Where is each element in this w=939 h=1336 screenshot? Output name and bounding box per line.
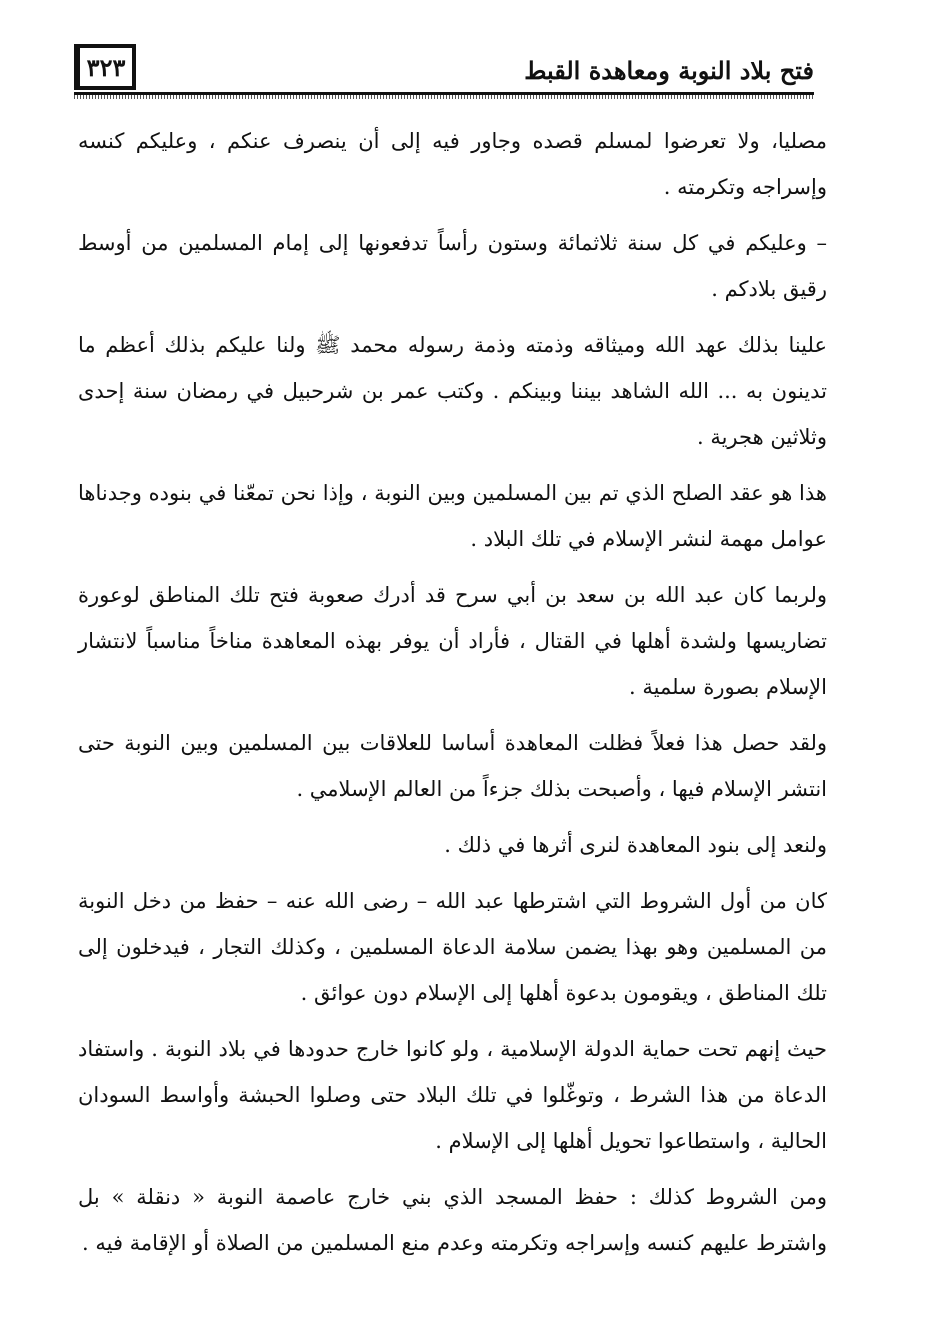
- paragraph: حيث إنهم تحت حماية الدولة الإسلامية ، ولو كانوا خارج حدودها في بلاد النوبة . واستفاد الدعاة من هذا الشرط ، وتوغّلوا في تلك البلاد حتى وصلوا الحبشة وأواسط السودان الحالية ، واستطاعوا تحويل أهلها إلى الإسلام .: [78, 1037, 827, 1153]
- paragraph: – وعليكم في كل سنة ثلاثمائة وستون رأساً تدفعونها إلى إمام المسلمين من أوسط رقيق بلادكم .: [78, 231, 827, 301]
- body-text: [78, 118, 827, 1276]
- paragraph: هذا هو عقد الصلح الذي تم بين المسلمين وبين النوبة ، وإذا نحن تمعّنا في بنوده وجدناها عوامل مهمة لنشر الإسلام في تلك البلاد .: [78, 481, 827, 551]
- paragraph: ولقد حصل هذا فعلاً فظلت المعاهدة أساسا للعلاقات بين المسلمين وبين النوبة حتى انتشر الإسلام فيها ، وأصبحت بذلك جزءاً من العالم الإسلامي .: [78, 731, 827, 801]
- paragraph: ولنعد إلى بنود المعاهدة لنرى أثرها في ذلك .: [444, 833, 827, 857]
- paragraph: ولربما كان عبد الله بن سعد بن أبي سرح قد أدرك صعوبة فتح تلك المناطق لوعورة تضاريسها ولشدة أهلها في القتال ، فأراد أن يوفر بهذه المعاهدة مناخاً مناسباً لانتشار الإسلام بصورة سلمية .: [78, 583, 827, 699]
- paragraph: مصليا، ولا تعرضوا لمسلم قصده وجاور فيه إلى أن ينصرف عنكم ، وعليكم كنسه وإسراجه وتكرمته .: [78, 129, 827, 199]
- page-number: ٣٢٣: [74, 44, 136, 90]
- paragraph: كان من أول الشروط التي اشترطها عبد الله – رضى الله عنه – حفظ من دخل النوبة من المسلمين وهو بهذا يضمن سلامة الدعاة المسلمين ، وكذلك التجار ، فيدخلون إلى تلك المناطق ، ويقومون بدعوة أهلها إلى الإسلام دون عوائق .: [78, 889, 827, 1005]
- header-rule-hatch: [74, 95, 814, 99]
- running-title: فتح بلاد النوبة ومعاهدة القبط: [524, 56, 814, 85]
- paragraph: ومن الشروط كذلك : حفظ المسجد الذي بني خارج عاصمة النوبة « دنقلة » بل واشترط عليهم كنسه وإسراجه وتكرمته وعدم منع المسلمين من الصلاة أو الإقامة فيه .: [78, 1185, 827, 1255]
- page-header: [74, 40, 814, 98]
- paragraph: علينا بذلك عهد الله وميثاقه وذمته وذمة رسوله محمد ﷺ ولنا عليكم بذلك أعظم ما تدينون به ... الله الشاهد بيننا وبينكم . وكتب عمر بن شرحبيل في رمضان سنة إحدى وثلاثين هجرية .: [78, 333, 827, 449]
